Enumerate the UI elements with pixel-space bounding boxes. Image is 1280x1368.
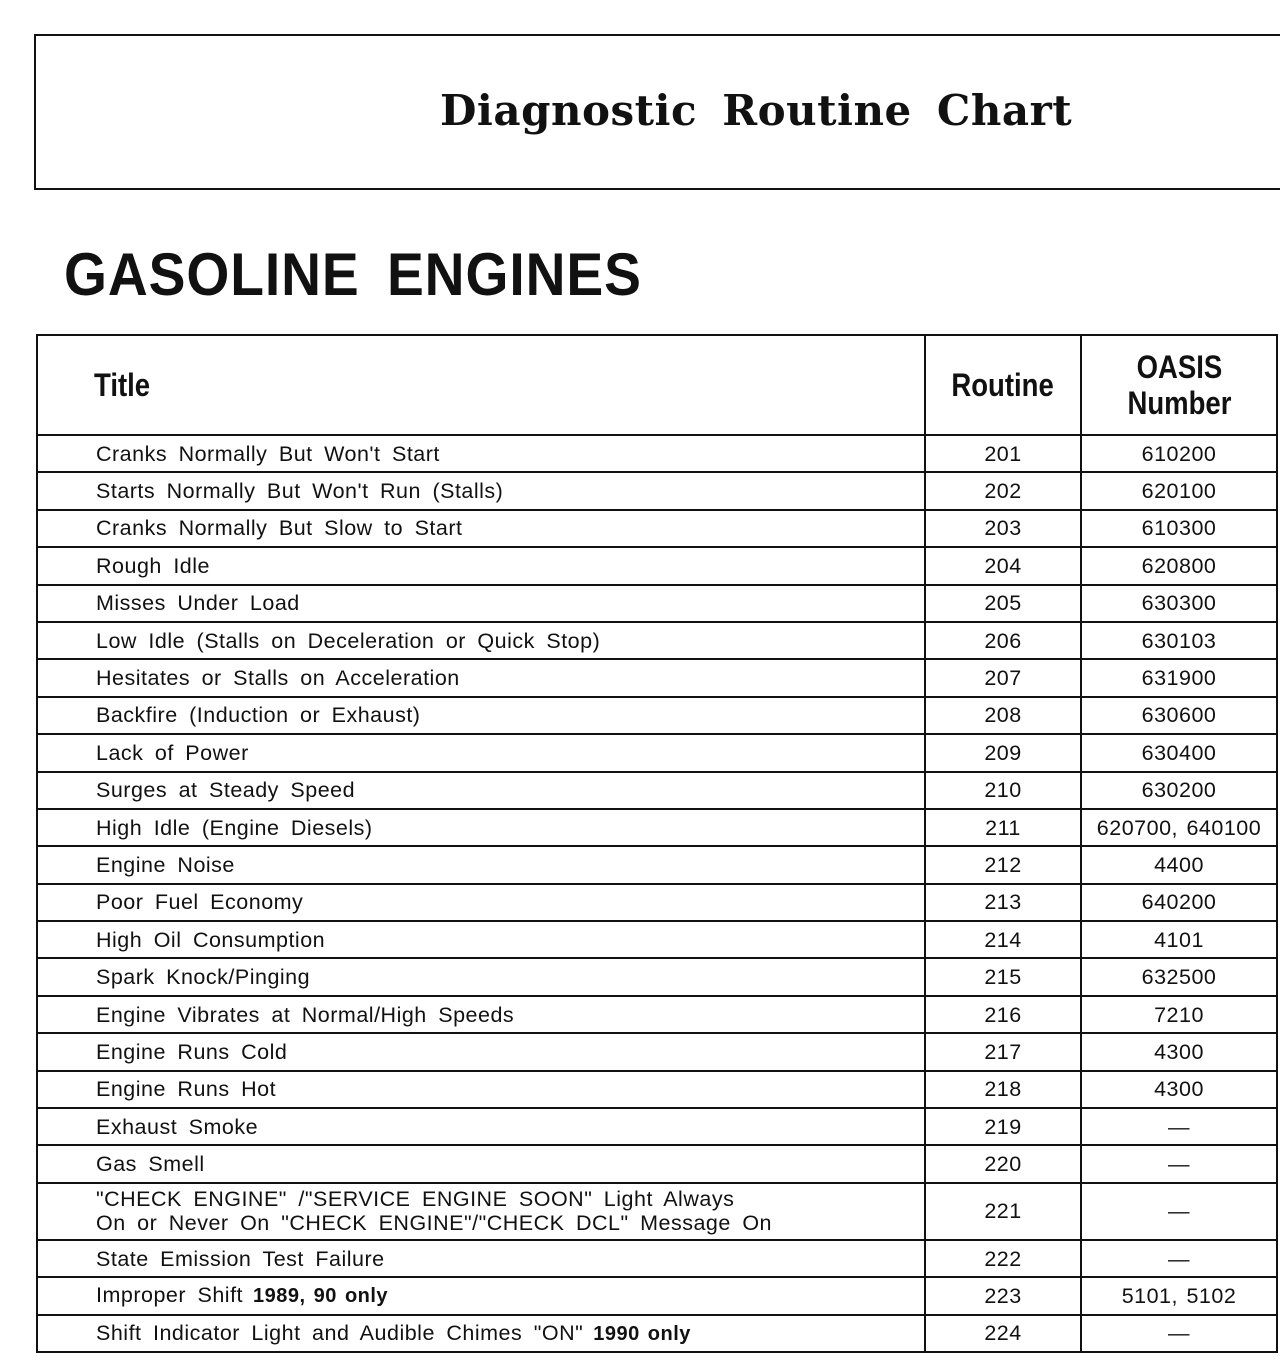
- row-title: Backfire (Induction or Exhaust): [96, 703, 421, 728]
- row-routine-number: 216: [925, 996, 1081, 1033]
- row-title-cell: [37, 585, 925, 622]
- row-oasis-number: 632500: [1081, 958, 1277, 995]
- row-title: Improper Shift: [96, 1283, 244, 1308]
- table-row: [37, 958, 1277, 995]
- table-row: [37, 1108, 1277, 1145]
- table-row: [37, 846, 1277, 883]
- table-row: [37, 772, 1277, 809]
- row-oasis-number: 630600: [1081, 697, 1277, 734]
- table-row: [37, 547, 1277, 584]
- row-title: Gas Smell: [96, 1152, 205, 1177]
- row-routine-number: 205: [925, 585, 1081, 622]
- row-routine-number: 210: [925, 772, 1081, 809]
- row-title: Lack of Power: [96, 740, 249, 765]
- page-title: Diagnostic Routine Chart: [440, 86, 1073, 135]
- row-oasis-number: 630200: [1081, 772, 1277, 809]
- row-title-cell: [37, 472, 925, 509]
- row-title: State Emission Test Failure: [96, 1246, 385, 1271]
- table-row: [37, 1183, 1277, 1240]
- row-oasis-number: —: [1081, 1145, 1277, 1182]
- table-row: [37, 659, 1277, 696]
- section-heading: GASOLINE ENGINES: [64, 241, 642, 308]
- row-year-note: 1990 only: [593, 1322, 691, 1345]
- row-title: High Oil Consumption: [96, 927, 326, 952]
- row-title-cell: [37, 659, 925, 696]
- oasis-header-line1: OASIS: [1136, 349, 1222, 385]
- row-title-cell: [37, 1033, 925, 1070]
- table-row: [37, 1277, 1277, 1314]
- row-title: Low Idle (Stalls on Deceleration or Quick Stop): [96, 628, 601, 653]
- row-oasis-number: 630400: [1081, 734, 1277, 771]
- row-oasis-number: 4101: [1081, 921, 1277, 958]
- row-routine-number: 220: [925, 1145, 1081, 1182]
- row-title-cell: [37, 1145, 925, 1182]
- row-title-cell: [37, 734, 925, 771]
- row-oasis-number: 620100: [1081, 472, 1277, 509]
- row-title: Engine Runs Cold: [96, 1039, 288, 1064]
- row-title: Shift Indicator Light and Audible Chimes "ON": [96, 1320, 584, 1345]
- row-routine-number: 212: [925, 846, 1081, 883]
- row-title-cell: [37, 622, 925, 659]
- row-oasis-number: 4300: [1081, 1033, 1277, 1070]
- table-row: [37, 472, 1277, 509]
- row-title-cell: [37, 1315, 925, 1352]
- row-routine-number: 208: [925, 697, 1081, 734]
- row-title-cell: [37, 1071, 925, 1108]
- row-routine-number: 213: [925, 884, 1081, 921]
- table-row: [37, 435, 1277, 472]
- row-title-cell: [37, 1183, 925, 1240]
- row-title-cell: [37, 547, 925, 584]
- row-title: Misses Under Load: [96, 591, 300, 616]
- table-row: [37, 622, 1277, 659]
- row-title-cell: [37, 435, 925, 472]
- table-row: [37, 884, 1277, 921]
- table-row: [37, 1071, 1277, 1108]
- row-routine-number: 206: [925, 622, 1081, 659]
- row-oasis-number: 5101, 5102: [1081, 1277, 1277, 1314]
- row-title: Engine Vibrates at Normal/High Speeds: [96, 1002, 515, 1027]
- row-title: Engine Noise: [96, 852, 235, 877]
- row-oasis-number: —: [1081, 1240, 1277, 1277]
- row-routine-number: 223: [925, 1277, 1081, 1314]
- row-title: Surges at Steady Speed: [96, 778, 356, 803]
- row-title: Spark Knock/Pinging: [96, 965, 311, 990]
- row-title: Poor Fuel Economy: [96, 890, 304, 915]
- table-row: [37, 1315, 1277, 1352]
- row-routine-number: 218: [925, 1071, 1081, 1108]
- row-oasis-number: 631900: [1081, 659, 1277, 696]
- row-routine-number: 204: [925, 547, 1081, 584]
- row-title: Cranks Normally But Slow to Start: [96, 516, 463, 541]
- row-oasis-number: 4300: [1081, 1071, 1277, 1108]
- row-routine-number: 219: [925, 1108, 1081, 1145]
- table-row: [37, 697, 1277, 734]
- row-oasis-number: 4400: [1081, 846, 1277, 883]
- table-body: [37, 435, 1277, 1352]
- table-row: [37, 734, 1277, 771]
- row-title-cell: [37, 697, 925, 734]
- row-title-cell: [37, 996, 925, 1033]
- table-row: [37, 921, 1277, 958]
- row-title: Engine Runs Hot: [96, 1077, 277, 1102]
- row-title: Hesitates or Stalls on Acceleration: [96, 666, 460, 691]
- row-oasis-number: —: [1081, 1315, 1277, 1352]
- row-oasis-number: 620700, 640100: [1081, 809, 1277, 846]
- row-title: Rough Idle: [96, 553, 210, 578]
- oasis-header-line2: Number: [1127, 385, 1231, 421]
- row-oasis-number: 630300: [1081, 585, 1277, 622]
- row-title: "CHECK ENGINE" /"SERVICE ENGINE SOON" Light Always: [96, 1187, 735, 1212]
- row-title-cell: [37, 510, 925, 547]
- row-title: Exhaust Smoke: [96, 1114, 259, 1139]
- table-header-row: [37, 335, 1277, 435]
- row-routine-number: 211: [925, 809, 1081, 846]
- row-routine-number: 214: [925, 921, 1081, 958]
- row-title-cell: [37, 1240, 925, 1277]
- row-title: High Idle (Engine Diesels): [96, 815, 373, 840]
- table-row: [37, 510, 1277, 547]
- row-oasis-number: 610200: [1081, 435, 1277, 472]
- row-title-cell: [37, 809, 925, 846]
- row-year-note: 1989, 90 only: [253, 1285, 389, 1308]
- row-routine-number: 202: [925, 472, 1081, 509]
- row-title: Cranks Normally But Won't Start: [96, 441, 440, 466]
- row-title-cell: [37, 884, 925, 921]
- row-title-cell: [37, 846, 925, 883]
- row-routine-number: 201: [925, 435, 1081, 472]
- table-row: [37, 585, 1277, 622]
- row-oasis-number: 7210: [1081, 996, 1277, 1033]
- table-row: [37, 1033, 1277, 1070]
- row-routine-number: 215: [925, 958, 1081, 995]
- row-routine-number: 221: [925, 1183, 1081, 1240]
- row-oasis-number: —: [1081, 1183, 1277, 1240]
- column-header-title: Title: [37, 335, 925, 435]
- row-title-cell: [37, 1277, 925, 1314]
- row-title-cell: [37, 921, 925, 958]
- diagnostic-routine-table: [36, 334, 1278, 1353]
- row-title-line2: On or Never On "CHECK ENGINE"/"CHECK DCL" Message On: [96, 1211, 772, 1236]
- row-routine-number: 222: [925, 1240, 1081, 1277]
- row-oasis-number: 640200: [1081, 884, 1277, 921]
- column-header-oasis: [1081, 335, 1277, 435]
- table-row: [37, 1145, 1277, 1182]
- table-row: [37, 996, 1277, 1033]
- row-title-cell: [37, 772, 925, 809]
- row-routine-number: 209: [925, 734, 1081, 771]
- row-oasis-number: 610300: [1081, 510, 1277, 547]
- row-title: Starts Normally But Won't Run (Stalls): [96, 479, 504, 504]
- row-routine-number: 217: [925, 1033, 1081, 1070]
- column-header-routine: Routine: [925, 335, 1081, 435]
- title-box: [34, 34, 1280, 190]
- table-row: [37, 1240, 1277, 1277]
- row-title-cell: [37, 1108, 925, 1145]
- row-routine-number: 203: [925, 510, 1081, 547]
- row-oasis-number: 630103: [1081, 622, 1277, 659]
- row-title-cell: [37, 958, 925, 995]
- row-routine-number: 224: [925, 1315, 1081, 1352]
- table-row: [37, 809, 1277, 846]
- row-routine-number: 207: [925, 659, 1081, 696]
- row-oasis-number: —: [1081, 1108, 1277, 1145]
- row-oasis-number: 620800: [1081, 547, 1277, 584]
